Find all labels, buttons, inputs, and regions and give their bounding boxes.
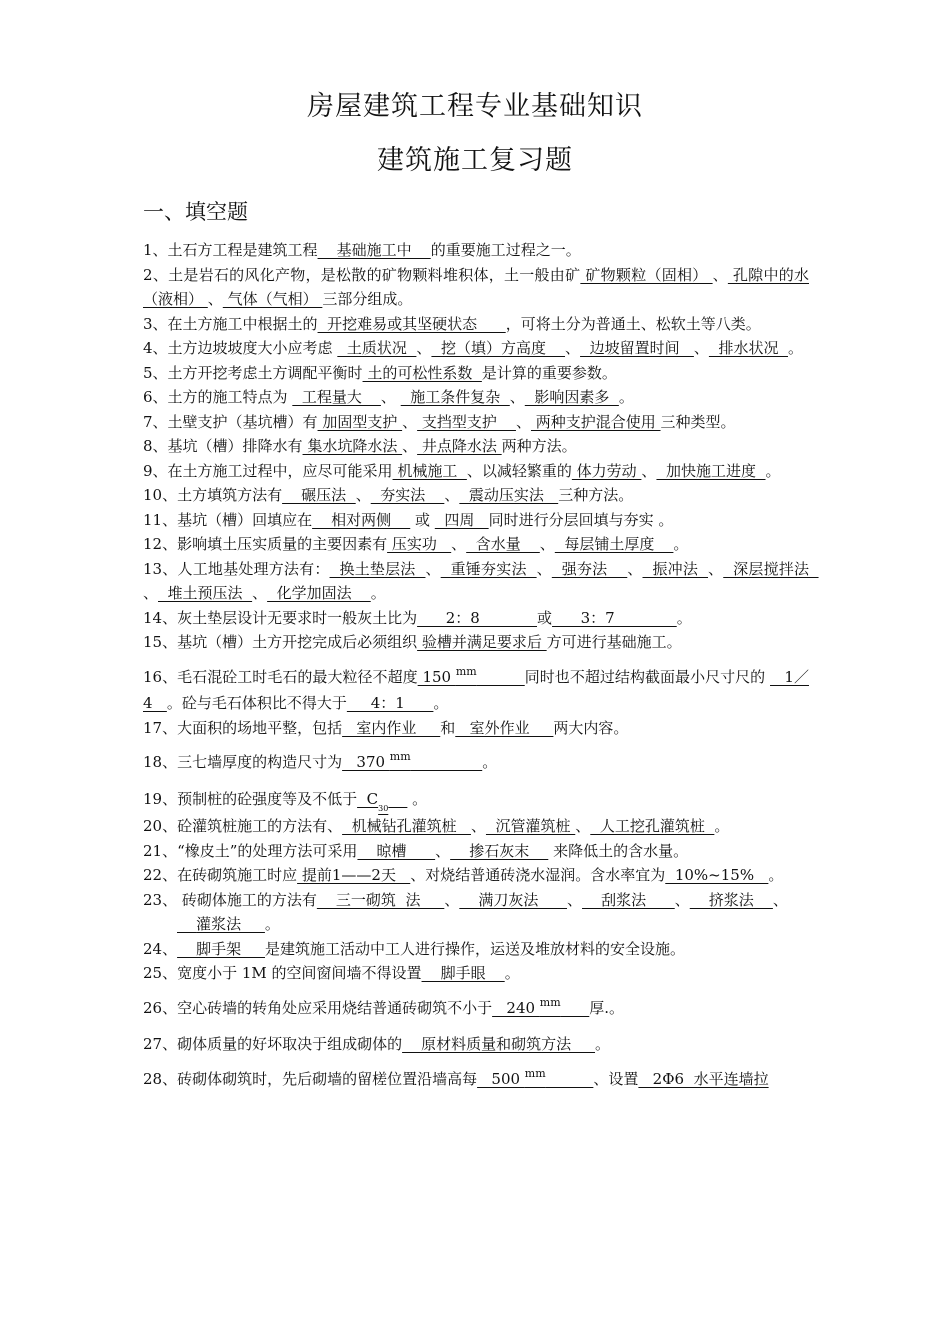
question-text: 24、 bbox=[143, 939, 178, 958]
question-text: 27、砌体质量的好坏取决于组成砌体的 bbox=[143, 1035, 403, 1053]
question-item bbox=[143, 839, 809, 864]
question-text: 6、土方的施工特点为 bbox=[143, 388, 293, 406]
answer-blank: 150 $^{mm}$ bbox=[417, 664, 477, 686]
question-item bbox=[143, 385, 809, 410]
question-text: 是建筑施工活动中工人进行操作，运送及堆放材料的安全设施。 bbox=[265, 939, 686, 958]
question-text: 、 bbox=[252, 584, 268, 602]
question-text: 21、“橡皮土”的处理方法可采用 bbox=[143, 841, 358, 860]
answer-blank: 两种支护混合使用 bbox=[530, 412, 661, 431]
answer-blank: 机械施工 bbox=[392, 461, 467, 480]
question-item bbox=[143, 263, 809, 312]
question-text: 11、基坑（槽）回填应在 bbox=[143, 510, 313, 529]
page-title: 房屋建筑工程专业基础知识 bbox=[307, 91, 643, 122]
answer-blank: 重锤夯实法 bbox=[440, 559, 537, 578]
question-text: 、 bbox=[451, 535, 467, 553]
answer-blank: 支挡型支护 bbox=[417, 412, 516, 431]
question-text: 。 bbox=[618, 388, 634, 406]
answer-blank: 2：8 bbox=[417, 608, 538, 627]
answer-blank: 原材料质量和砌筑方法 bbox=[402, 1035, 596, 1053]
question-text: 、对烧结普通砖浇水湿润。含水率宜为 bbox=[410, 866, 666, 884]
answer-blank: 验槽并满足要求后 bbox=[417, 633, 547, 651]
question-text: 是计算的重要参数。 bbox=[481, 363, 617, 382]
question-item bbox=[143, 787, 809, 815]
answer-blank: 震动压实法 bbox=[459, 486, 559, 504]
question-item bbox=[143, 410, 809, 435]
question-item bbox=[143, 508, 809, 533]
question-text: 2、土是岩石的风化产物，是松散的矿物颗料堆积体，土一般由矿 bbox=[143, 265, 581, 284]
answer-blank: 掺石灰末 bbox=[450, 841, 549, 860]
question-text: 、 bbox=[444, 890, 460, 909]
question-text: 方可进行基础施工。 bbox=[546, 633, 682, 651]
answer-blank: 井点降水法 bbox=[417, 437, 502, 455]
question-text: 、 bbox=[143, 584, 159, 602]
question-text: 和 bbox=[440, 718, 456, 737]
answer-blank: 相对两侧 bbox=[312, 510, 411, 529]
question-text: 、 bbox=[539, 535, 555, 553]
answer-blank: 矿物颗粒（固相） bbox=[580, 265, 713, 284]
unit-mm: mm bbox=[539, 995, 561, 1009]
answer-blank: 边坡留置时间 bbox=[580, 339, 694, 357]
answer-blank: 振冲法 bbox=[642, 559, 709, 578]
question-text: 13、人工地基处理方法有： bbox=[143, 559, 330, 578]
question-text: 、 bbox=[509, 388, 525, 406]
question-text: 、以减轻繁重的 bbox=[466, 461, 572, 480]
question-text: 、 bbox=[207, 290, 223, 308]
question-item bbox=[143, 996, 809, 1023]
question-text: 、 bbox=[402, 412, 418, 431]
question-text: 、设置 bbox=[593, 1069, 639, 1088]
question-item bbox=[143, 937, 809, 962]
unit-mm: mm bbox=[455, 664, 477, 678]
question-item bbox=[143, 459, 809, 484]
answer-blank: 开挖难易或其坚硬状态 bbox=[317, 314, 506, 333]
question-text: 、 bbox=[708, 559, 724, 578]
question-text: 来降低土的含水量。 bbox=[548, 841, 689, 860]
question-text: 10、土方填筑方法有 bbox=[143, 486, 283, 504]
question-item bbox=[143, 532, 809, 557]
question-text: 28、砖砌体砌筑时，先后砌墙的留槎位置沿墙高每 bbox=[143, 1069, 478, 1088]
question-item bbox=[143, 361, 809, 386]
question-text: 。 bbox=[264, 915, 280, 933]
question-text: 16、毛石混砼工时毛石的最大粒径不超度 bbox=[143, 667, 418, 686]
question-text: 17、大面积的场地平整，包括 bbox=[143, 718, 343, 737]
question-text: 、 bbox=[567, 890, 583, 909]
question-text: 23、 砖砌体施工的方法有 bbox=[143, 890, 317, 909]
question-text: 或 bbox=[410, 510, 435, 529]
question-text: 3、在土方施工中根据土的 bbox=[143, 314, 318, 333]
answer-blank: 机械钻孔灌筑桩 bbox=[342, 817, 471, 835]
question-text: 同时也不超过结构截面最小尺寸尺的 bbox=[524, 667, 771, 686]
answer-blank: 加固型支护 bbox=[317, 412, 403, 431]
question-text: 4、土方边坡坡度大小应考虑 bbox=[143, 339, 338, 357]
question-text: 、 bbox=[444, 486, 460, 504]
question-text: 15、基坑（槽）土方开挖完成后必须组织 bbox=[143, 633, 418, 651]
question-text: 厚.。 bbox=[589, 998, 625, 1017]
question-text: 。 bbox=[765, 461, 781, 480]
question-text: 两大内容。 bbox=[553, 718, 629, 737]
answer-blank: 施工条件复杂 bbox=[400, 388, 510, 406]
question-text: 。 bbox=[787, 339, 803, 357]
answer-blank: 2Φ6 水平连墙拉 bbox=[638, 1069, 769, 1088]
answer-blank: 排水状况 bbox=[708, 339, 788, 357]
question-item bbox=[143, 312, 809, 337]
question-text: 、 bbox=[536, 559, 552, 578]
answer-blank: 沉管灌筑桩 bbox=[485, 817, 576, 835]
question-item bbox=[143, 750, 809, 777]
question-item bbox=[143, 716, 809, 741]
answer-blank: 10%~15% bbox=[665, 866, 769, 884]
answer-blank: 灌浆法 bbox=[177, 915, 265, 933]
answer-blank: 土质状况 bbox=[337, 339, 417, 357]
question-item bbox=[143, 336, 809, 361]
question-text: 、 bbox=[627, 559, 643, 578]
question-text: 12、影响填土压实质量的主要因素有 bbox=[143, 535, 388, 553]
unit-mm: mm bbox=[524, 1066, 546, 1080]
question-text: 9、在土方施工过程中，应尽可能采用 bbox=[143, 461, 393, 480]
question-text: 。 bbox=[768, 866, 784, 884]
question-item bbox=[143, 606, 809, 631]
question-text: 1、土石方工程是建筑工程 bbox=[143, 241, 318, 259]
question-text: 、 bbox=[355, 486, 371, 504]
question-text: 、 bbox=[416, 339, 432, 357]
answer-blank: 强夯法 bbox=[551, 559, 628, 578]
question-item bbox=[143, 665, 809, 716]
question-text: 三种类型。 bbox=[660, 412, 736, 431]
question-item bbox=[143, 557, 819, 606]
answer-blank: 挤浆法 bbox=[689, 890, 773, 909]
answer-blank: 370 $^{mm}$ bbox=[342, 750, 411, 771]
question-text: 、 bbox=[470, 817, 486, 835]
answer-blank: 刮浆法 bbox=[582, 890, 675, 909]
answer-blank: 深层搅拌法 bbox=[723, 559, 819, 578]
question-text: ，可将土分为普通土、松软土等八类。 bbox=[505, 314, 761, 333]
question-text: 、 bbox=[380, 388, 401, 406]
answer-blank: 满刀灰法 bbox=[459, 890, 568, 909]
question-text: 、 bbox=[515, 412, 531, 431]
question-text: 、 bbox=[693, 339, 709, 357]
answer-blank: 三一砌筑 法 bbox=[316, 890, 445, 909]
question-text: 7、土壁支护（基坑槽）有 bbox=[143, 412, 318, 431]
question-text: 、 bbox=[712, 265, 728, 284]
question-text: 。 bbox=[595, 1035, 611, 1053]
question-text: 19、预制桩的砼强度等及不低于 bbox=[143, 789, 358, 808]
question-item bbox=[143, 483, 809, 508]
answer-blank: 夯实法 bbox=[370, 486, 445, 504]
question-text: 。 bbox=[714, 817, 730, 835]
question-text: 两种方法。 bbox=[501, 437, 577, 455]
question-text: 14、灰土垫层设计无要求时一般灰土比为 bbox=[143, 608, 418, 627]
question-item bbox=[143, 888, 809, 913]
question-list bbox=[143, 238, 819, 1093]
answer-blank: 压实功 bbox=[387, 535, 452, 553]
answer-blank: 碾压法 bbox=[282, 486, 356, 504]
question-item bbox=[143, 961, 809, 986]
question-text: 。 bbox=[676, 608, 692, 627]
question-text: 8、基坑（槽）排降水有 bbox=[143, 437, 303, 455]
question-item bbox=[143, 912, 809, 937]
question-text: 、 bbox=[772, 890, 788, 909]
answer-blank: 脚手眼 bbox=[421, 964, 505, 982]
answer-blank: 240 $^{mm}$ bbox=[492, 995, 561, 1017]
question-text: 、 bbox=[674, 890, 690, 909]
answer-blank: 挖（填）方高度 bbox=[431, 339, 566, 357]
answer-blank: 每层铺土厚度 bbox=[554, 535, 674, 553]
answer-blank: 室内作业 bbox=[342, 718, 441, 737]
question-text: 。 bbox=[370, 584, 386, 602]
answer-blank: C bbox=[357, 789, 379, 808]
question-text: 、 bbox=[565, 339, 581, 357]
page-subtitle: 建筑施工复习题 bbox=[377, 145, 573, 176]
question-text: 、 bbox=[402, 437, 418, 455]
question-item bbox=[143, 814, 809, 839]
question-text: 同时进行分层回填与夯实 。 bbox=[488, 510, 674, 529]
question-text: 18、三七墙厚度的构造尺寸为 bbox=[143, 753, 343, 771]
answer-blank: 人工挖孔灌筑桩 bbox=[590, 817, 715, 835]
answer-blank: 500 $^{mm}$ bbox=[477, 1066, 546, 1088]
question-text: 。 bbox=[673, 535, 689, 553]
answer-blank: 孔隙中的水（液相） bbox=[143, 265, 809, 308]
question-text: 三种方法。 bbox=[558, 486, 634, 504]
question-text: 。 bbox=[407, 789, 428, 808]
question-text: 、 bbox=[575, 817, 591, 835]
answer-blank: 换土垫层法 bbox=[329, 559, 426, 578]
answer-blank: 提前1——2天 bbox=[297, 866, 411, 884]
answer-blank: 土的可松性系数 bbox=[362, 363, 482, 382]
answer-blank: 晾槽 bbox=[357, 841, 436, 860]
question-text: 5、土方开挖考虑土方调配平衡时 bbox=[143, 363, 363, 382]
question-text: 、 bbox=[641, 461, 657, 480]
answer-blank: 堆土预压法 bbox=[158, 584, 253, 602]
question-item bbox=[143, 434, 809, 459]
answer-blank: 集水坑降水法 bbox=[302, 437, 403, 455]
answer-blank: 1／4 bbox=[143, 667, 809, 712]
question-item bbox=[143, 238, 809, 263]
answer-blank: 脚手架 bbox=[177, 939, 266, 958]
answer-blank: 4：1 bbox=[346, 694, 434, 712]
answer-blank: 气体（气相） bbox=[222, 290, 323, 308]
question-text: 、 bbox=[425, 559, 441, 578]
answer-blank: 含水量 bbox=[466, 535, 540, 553]
answer-blank: 影响因素多 bbox=[524, 388, 619, 406]
question-item bbox=[143, 1032, 809, 1057]
question-item bbox=[143, 630, 809, 655]
question-item bbox=[143, 1067, 809, 1094]
question-item bbox=[143, 863, 809, 888]
answer-subscript: 30 bbox=[378, 803, 389, 813]
question-text: 三部分组成。 bbox=[322, 290, 413, 308]
question-text: 的重要施工过程之一。 bbox=[430, 241, 581, 259]
question-text: 。 bbox=[504, 964, 520, 982]
question-text: 26、空心砖墙的转角处应采用烧结普通砖砌筑不小于 bbox=[143, 998, 493, 1017]
question-text: 22、在砖砌筑施工时应 bbox=[143, 866, 298, 884]
answer-blank: 体力劳动 bbox=[571, 461, 642, 480]
answer-blank: 基础施工中 bbox=[317, 241, 431, 259]
answer-blank: 3：7 bbox=[552, 608, 677, 627]
question-text: 。 bbox=[482, 753, 498, 771]
answer-blank: 化学加固法 bbox=[267, 584, 371, 602]
question-text: 20、砼灌筑桩施工的方法有、 bbox=[143, 817, 343, 835]
answer-blank: 室外作业 bbox=[455, 718, 554, 737]
question-text: 25、宽度小于 1M 的空间窗间墙不得设置 bbox=[143, 964, 422, 982]
unit-mm: mm bbox=[389, 750, 411, 763]
section-heading: 一、填空题 bbox=[143, 200, 248, 224]
answer-blank: 工程量大 bbox=[292, 388, 381, 406]
answer-blank bbox=[388, 790, 407, 808]
question-text: 或 bbox=[537, 608, 553, 627]
question-text: 、 bbox=[435, 841, 451, 860]
question-text: 。砼与毛石体积比不得大于 bbox=[166, 694, 347, 712]
answer-blank: 加快施工进度 bbox=[656, 461, 766, 480]
answer-blank: 四周 bbox=[434, 510, 489, 529]
question-text: 。 bbox=[433, 694, 449, 712]
